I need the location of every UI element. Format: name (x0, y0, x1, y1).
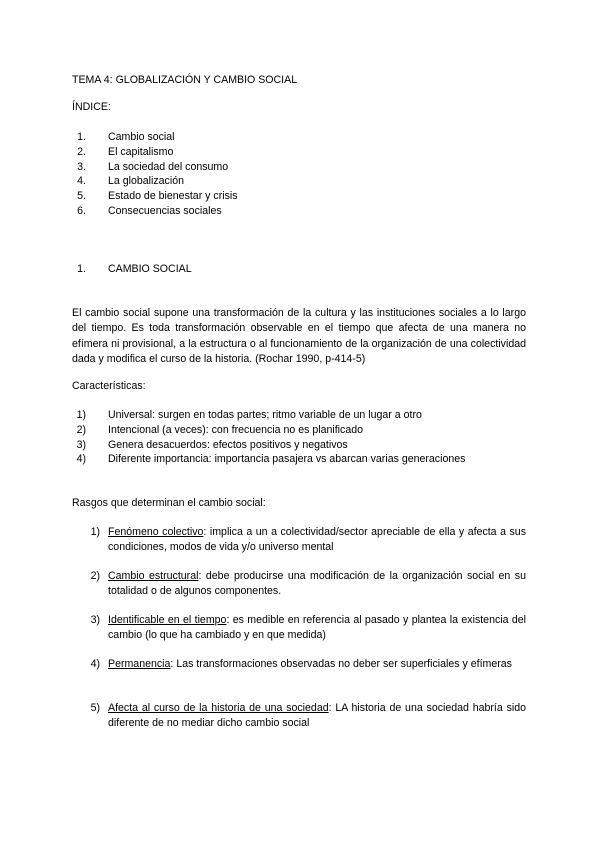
definition-paragraph: El cambio social supone una transformación de la cultura y las instituciones sociales a lo largo del tiempo. Es toda transformación observable en el tiempo que afecta de una manera no efímera ni provisional, a la estructura o al funcionamiento de la organización de una colectividad dada y modifica el curso de la historia. (Rochar 1990, p-414-5) (72, 307, 526, 366)
trait-term: Identificable en el tiempo (108, 614, 227, 626)
trait-term: Permanencia (108, 658, 171, 670)
trait-item: 5) Afecta al curso de la historia de una sociedad: LA historia de una sociedad habría sido diferente de no mediar dicho cambio social (90, 702, 526, 730)
document-page: TEMA 4: GLOBALIZACIÓN Y CAMBIO SOCIAL ÍNDICE: 1. Cambio social 2. El capitalismo 3. La sociedad del consumo 4. La globalización 5. Estado de bienestar y crisis 6. Consecuencias sociales 1. CAMBIO SOCIAL El cambio social supone una transformación de la cultura y las instituciones sociales a lo largo del tiempo. Es toda transformación observable en el tiempo que afecta de una manera no efímera ni provisional, a la estructura o al funcionamiento de la organización de una colectividad dada y modifica el curso de la historia. (Rochar 1990, p-414-5) Características: 1) Universal: surgen en todas partes; ritmo variable de un lugar a otro 2) Intencional (a veces): con frecuencia no es planificado 3) Genera desacuerdos: efectos positivos y negativos 4) Diferente importancia: importancia pasajera vs abarcan varias generaciones Rasgos que determinan el cambio social: 1) Fenómeno colectivo: implica a un a colectividad/sector apreciable de ella y afecta a sus condiciones, modos de vida y/o universo mental 2) Cambio estructural: debe producirse una modificación de la organización social en su totalidad o de algunos componentes. 3) Identificable en el tiempo: es medible en referencia al pasado y plantea la existencia del cambio (lo que ha cambiado y en que medida) 4) Permanencia: Las transformaciones observadas no deber ser superficiales y efímeras 5) Afecta al curso de la historia de una sociedad: LA historia de una sociedad habría sido diferente de no mediar dicho cambio social (0, 0, 600, 848)
trait-term: Afecta al curso de la historia de una sociedad (108, 702, 329, 714)
traits-heading: Rasgos que determinan el cambio social: (72, 497, 266, 509)
trait-item: 2) Cambio estructural: debe producirse una modificación de la organización social en su totalidad o de algunos componentes. (90, 570, 526, 598)
characteristics-heading: Características: (72, 380, 146, 392)
trait-item: 3) Identificable en el tiempo: es medible en referencia al pasado y plantea la existencia del cambio (lo que ha cambiado y en que medida) (90, 614, 526, 642)
trait-term: Fenómeno colectivo (108, 526, 204, 538)
trait-term: Cambio estructural (108, 570, 199, 582)
document-title: TEMA 4: GLOBALIZACIÓN Y CAMBIO SOCIAL (72, 74, 298, 86)
section-heading: 1. CAMBIO SOCIAL (77, 263, 192, 275)
trait-item: 4) Permanencia: Las transformaciones observadas no deber ser superficiales y efímeras (90, 658, 512, 670)
index-heading: ÍNDICE: (72, 101, 111, 113)
trait-item: 1) Fenómeno colectivo: implica a un a colectividad/sector apreciable de ella y afecta a sus condiciones, modos de vida y/o universo mental (90, 526, 526, 554)
